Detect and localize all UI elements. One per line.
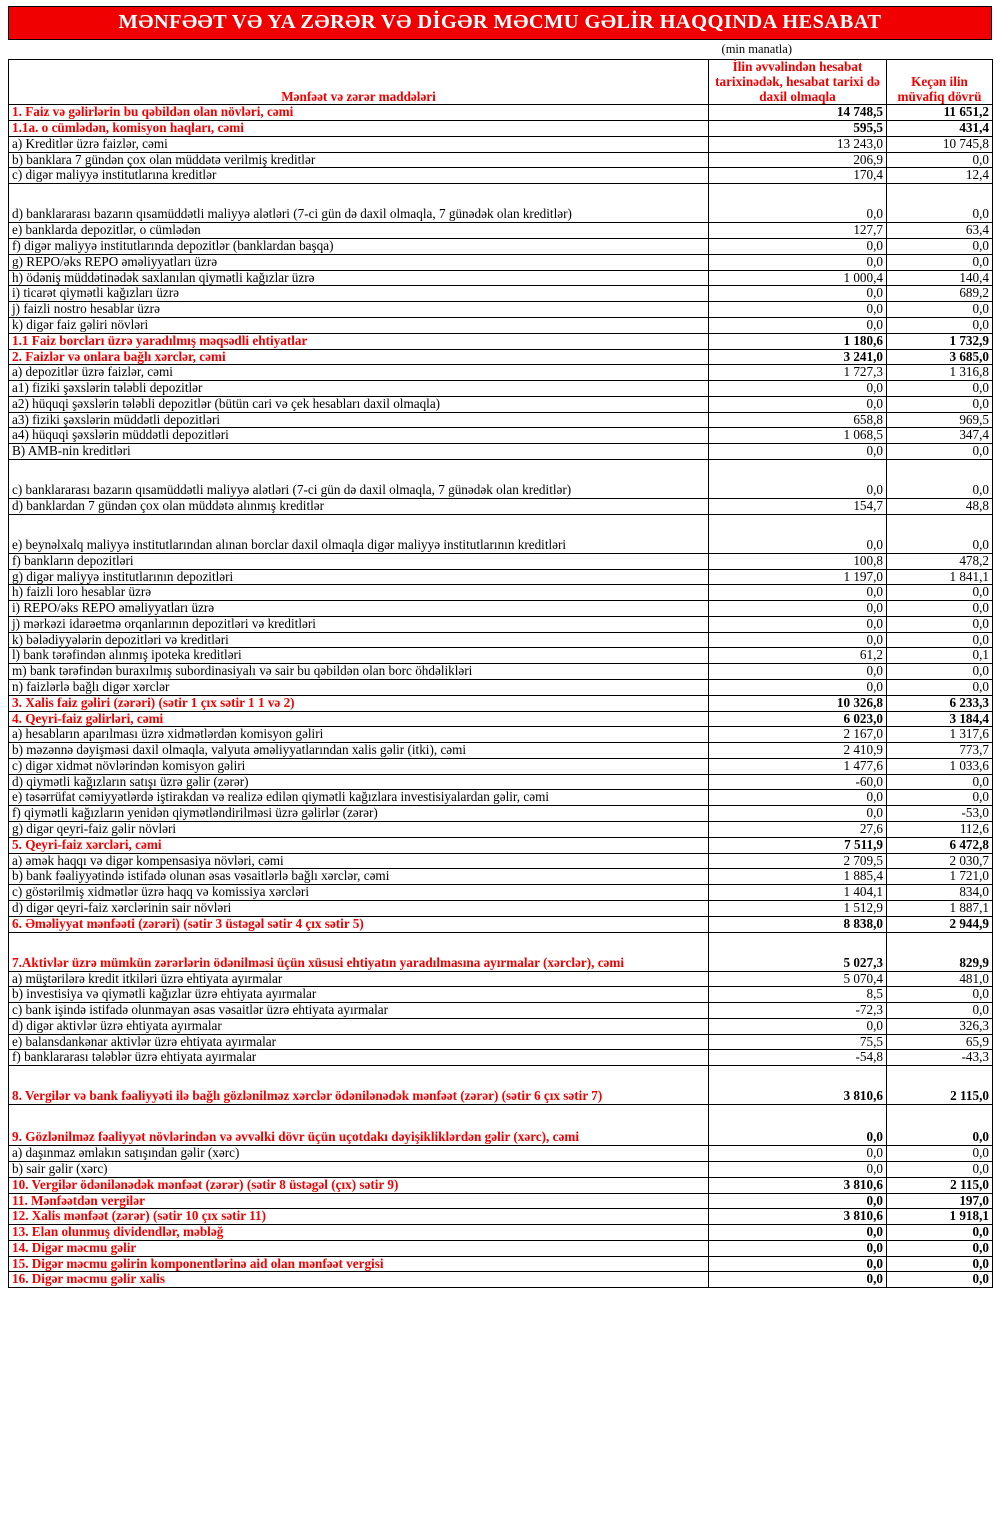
row-label: a2) hüquqi şəxslərin tələbli depozitlər (bütün cari və çek hesabları daxil olmaqla) [9, 396, 709, 412]
row-value-previous: 0,0 [887, 444, 993, 460]
row-value-current: 1 477,6 [709, 758, 887, 774]
row-value-current: 0,0 [709, 1272, 887, 1288]
row-value-previous: 0,0 [887, 1003, 993, 1019]
row-label: f) digər maliyyə institutlarında depozitlər (banklardan başqa) [9, 239, 709, 255]
row-label: B) AMB-nin kreditləri [9, 444, 709, 460]
row-value-previous: 63,4 [887, 223, 993, 239]
table-row [9, 632, 993, 648]
table-row [9, 837, 993, 853]
row-label: c) banklararası bazarın qısamüddətli maliyyə alətləri (7-ci gün də daxil olmaqla, 7 günədək olan kreditlər) [9, 459, 709, 498]
row-label: a) hesabların aparılması üzrə xidmətlərdən komisyon gəliri [9, 727, 709, 743]
table-row [9, 286, 993, 302]
row-label: d) digər qeyri-faiz xərclərinin sair növləri [9, 900, 709, 916]
row-value-previous: 347,4 [887, 428, 993, 444]
row-value-previous: 773,7 [887, 743, 993, 759]
table-row [9, 711, 993, 727]
row-label: 14. Digər məcmu gəlir [9, 1240, 709, 1256]
row-value-current: 27,6 [709, 822, 887, 838]
row-value-current: -54,8 [709, 1050, 887, 1066]
table-header-row [9, 60, 993, 105]
row-label: g) REPO/əks REPO əməliyyatları üzrə [9, 254, 709, 270]
row-value-current: 13 243,0 [709, 136, 887, 152]
table-row [9, 648, 993, 664]
row-value-current: 6 023,0 [709, 711, 887, 727]
row-value-previous: 48,8 [887, 498, 993, 514]
table-row [9, 333, 993, 349]
row-label: i) REPO/əks REPO əməliyyatları üzrə [9, 601, 709, 617]
row-value-previous: 10 745,8 [887, 136, 993, 152]
table-row [9, 184, 993, 223]
table-row [9, 396, 993, 412]
table-row [9, 349, 993, 365]
row-value-current: 0,0 [709, 790, 887, 806]
row-value-previous: 1 732,9 [887, 333, 993, 349]
row-value-previous: 834,0 [887, 885, 993, 901]
row-label: 4. Qeyri-faiz gəlirləri, cəmi [9, 711, 709, 727]
table-row [9, 412, 993, 428]
row-value-previous: 2 944,9 [887, 916, 993, 932]
row-label: b) bank fəaliyyətində istifadə olunan əsas vəsaitlərlə bağlı xərclər, cəmi [9, 869, 709, 885]
row-value-current: 0,0 [709, 302, 887, 318]
table-row [9, 1193, 993, 1209]
table-row [9, 270, 993, 286]
row-value-current: 1 197,0 [709, 569, 887, 585]
row-label: e) təsərrüfat cəmiyyətlərdə iştirakdan və realizə edilən qiymətli kağızlara investisiyalardan gəlir, cəmi [9, 790, 709, 806]
table-row [9, 1066, 993, 1105]
row-value-current: 0,0 [709, 396, 887, 412]
row-value-previous: 0,0 [887, 184, 993, 223]
row-value-current: 0,0 [709, 1161, 887, 1177]
row-label: 2. Faizlər və onlara bağlı xərclər, cəmi [9, 349, 709, 365]
row-value-previous: 197,0 [887, 1193, 993, 1209]
row-value-previous: 0,0 [887, 774, 993, 790]
row-value-current: 0,0 [709, 1240, 887, 1256]
row-value-current: 8 838,0 [709, 916, 887, 932]
row-value-current: 0,0 [709, 514, 887, 553]
row-value-current: 0,0 [709, 616, 887, 632]
table-row [9, 585, 993, 601]
page-title: MƏNFƏƏT VƏ YA ZƏRƏR VƏ DİGƏR MƏCMU GƏLİR HAQQINDA HESABAT [118, 11, 882, 33]
row-value-current: 3 810,6 [709, 1177, 887, 1193]
row-value-current: 8,5 [709, 987, 887, 1003]
row-value-previous: 0,0 [887, 1240, 993, 1256]
row-value-previous: 481,0 [887, 971, 993, 987]
unit-note: (min manatla) [721, 42, 792, 56]
table-row [9, 498, 993, 514]
row-value-current: 0,0 [709, 184, 887, 223]
table-row [9, 822, 993, 838]
row-value-previous: 2 115,0 [887, 1066, 993, 1105]
table-row [9, 987, 993, 1003]
row-label: a) depozitlər üzrə faizlər, cəmi [9, 365, 709, 381]
row-value-previous: 112,6 [887, 822, 993, 838]
row-value-current: 1 404,1 [709, 885, 887, 901]
row-value-current: 2 167,0 [709, 727, 887, 743]
row-value-previous: 0,0 [887, 1272, 993, 1288]
row-label: a) daşınmaz əmlakın satışından gəlir (xərc) [9, 1146, 709, 1162]
table-row [9, 302, 993, 318]
row-value-current: 1 727,3 [709, 365, 887, 381]
row-value-current: 5 027,3 [709, 932, 887, 971]
table-row [9, 1105, 993, 1146]
table-row [9, 774, 993, 790]
row-value-previous: 478,2 [887, 553, 993, 569]
table-row [9, 1003, 993, 1019]
row-label: n) faizlərlə bağlı digər xərclər [9, 680, 709, 696]
table-row [9, 971, 993, 987]
table-row [9, 444, 993, 460]
row-label: 5. Qeyri-faiz xərcləri, cəmi [9, 837, 709, 853]
row-value-previous: 1 721,0 [887, 869, 993, 885]
row-label: k) bələdiyyələrin depozitləri və kreditləri [9, 632, 709, 648]
row-value-previous: 6 472,8 [887, 837, 993, 853]
row-value-current: 0,0 [709, 680, 887, 696]
row-label: 13. Elan olunmuş dividendlər, məbləğ [9, 1225, 709, 1241]
row-value-previous: 689,2 [887, 286, 993, 302]
row-value-current: 0,0 [709, 381, 887, 397]
table-row [9, 664, 993, 680]
row-label: 12. Xalis mənfəət (zərər) (sətir 10 çıx sətir 11) [9, 1209, 709, 1225]
row-value-current: 0,0 [709, 601, 887, 617]
row-value-current: -60,0 [709, 774, 887, 790]
table-row [9, 1146, 993, 1162]
row-label: 1.1a. o cümlədən, komisyon haqları, cəmi [9, 121, 709, 137]
row-value-current: 127,7 [709, 223, 887, 239]
row-label: f) qiymətli kağızların yenidən qiymətləndirilməsi üzrə gəlirlər (zərər) [9, 806, 709, 822]
table-body [9, 105, 993, 1288]
row-value-current: 75,5 [709, 1034, 887, 1050]
row-value-current: 0,0 [709, 806, 887, 822]
table-row [9, 885, 993, 901]
row-label: 16. Digər məcmu gəlir xalis [9, 1272, 709, 1288]
row-value-previous: 1 918,1 [887, 1209, 993, 1225]
row-label: a3) fiziki şəxslərin müddətli depozitləri [9, 412, 709, 428]
table-row [9, 932, 993, 971]
row-value-current: -72,3 [709, 1003, 887, 1019]
table-row [9, 1225, 993, 1241]
table-row [9, 1256, 993, 1272]
row-label: d) banklardan 7 gündən çox olan müddətə alınmış kreditlər [9, 498, 709, 514]
row-label: j) faizli nostro hesablar üzrə [9, 302, 709, 318]
row-value-previous: 1 317,6 [887, 727, 993, 743]
row-value-previous: 0,0 [887, 254, 993, 270]
row-label: a) müştərilərə kredit itkiləri üzrə ehtiyata ayırmalar [9, 971, 709, 987]
row-value-current: 0,0 [709, 317, 887, 333]
row-value-previous: 829,9 [887, 932, 993, 971]
row-value-current: 2 709,5 [709, 853, 887, 869]
table-row [9, 727, 993, 743]
row-label: 1. Faiz və gəlirlərin bu qəbildən olan növləri, cəmi [9, 105, 709, 121]
row-value-previous: 0,0 [887, 396, 993, 412]
row-value-previous: 326,3 [887, 1018, 993, 1034]
table-row [9, 695, 993, 711]
row-label: a) Kreditlər üzrə faizlər, cəmi [9, 136, 709, 152]
row-value-current: 2 410,9 [709, 743, 887, 759]
table-row [9, 806, 993, 822]
row-value-previous: 3 685,0 [887, 349, 993, 365]
table-row [9, 365, 993, 381]
row-value-previous: 6 233,3 [887, 695, 993, 711]
table-row [9, 254, 993, 270]
row-value-previous: 431,4 [887, 121, 993, 137]
row-value-current: 1 068,5 [709, 428, 887, 444]
row-value-current: 1 180,6 [709, 333, 887, 349]
row-value-previous: 140,4 [887, 270, 993, 286]
row-value-previous: 3 184,4 [887, 711, 993, 727]
row-value-previous: 0,1 [887, 648, 993, 664]
row-value-current: 0,0 [709, 444, 887, 460]
row-value-previous: 1 316,8 [887, 365, 993, 381]
table-row [9, 680, 993, 696]
column-header-previous-period: Keçən ilin müvafiq dövrü [887, 60, 993, 105]
row-value-current: 5 070,4 [709, 971, 887, 987]
table-row [9, 1018, 993, 1034]
row-value-current: 0,0 [709, 254, 887, 270]
row-value-previous: -43,3 [887, 1050, 993, 1066]
row-value-previous: 0,0 [887, 616, 993, 632]
row-value-previous: 1 033,6 [887, 758, 993, 774]
row-label: 8. Vergilər və bank fəaliyyəti ilə bağlı gözlənilməz xərclər ödənilənədək mənfəət (zərər) (sətir 6 çıx sətir 7) [9, 1066, 709, 1105]
row-value-current: 1 000,4 [709, 270, 887, 286]
row-label: b) banklara 7 gündən çox olan müddətə verilmiş kreditlər [9, 152, 709, 168]
table-row [9, 1272, 993, 1288]
row-value-previous: 0,0 [887, 317, 993, 333]
row-label: i) ticarət qiymətli kağızları üzrə [9, 286, 709, 302]
column-header-label: Mənfəət və zərər maddələri [9, 60, 709, 105]
table-row [9, 459, 993, 498]
row-value-current: 0,0 [709, 664, 887, 680]
table-row [9, 1240, 993, 1256]
row-value-previous: 0,0 [887, 459, 993, 498]
row-value-previous: 0,0 [887, 514, 993, 553]
table-row [9, 916, 993, 932]
row-value-previous: 65,9 [887, 1034, 993, 1050]
row-value-current: 10 326,8 [709, 695, 887, 711]
row-value-previous: 2 030,7 [887, 853, 993, 869]
row-value-current: 0,0 [709, 632, 887, 648]
table-row [9, 1050, 993, 1066]
row-value-current: 0,0 [709, 286, 887, 302]
row-value-previous: 12,4 [887, 168, 993, 184]
row-value-current: 61,2 [709, 648, 887, 664]
row-label: c) bank işində istifadə olunmayan əsas vəsaitlər üzrə ehtiyata ayırmalar [9, 1003, 709, 1019]
row-value-current: 0,0 [709, 1018, 887, 1034]
table-row [9, 569, 993, 585]
table-row [9, 136, 993, 152]
table-row [9, 105, 993, 121]
table-row [9, 168, 993, 184]
row-value-previous: 969,5 [887, 412, 993, 428]
row-value-current: 0,0 [709, 1105, 887, 1146]
row-value-current: 170,4 [709, 168, 887, 184]
row-value-previous: 1 887,1 [887, 900, 993, 916]
table-row [9, 223, 993, 239]
row-value-previous: 0,0 [887, 632, 993, 648]
row-label: a) əmək haqqı və digər kompensasiya növləri, cəmi [9, 853, 709, 869]
row-label: e) banklarda depozitlər, o cümlədən [9, 223, 709, 239]
row-value-current: 0,0 [709, 1256, 887, 1272]
row-label: 1.1 Faiz borcları üzrə yaradılmış məqsədli ehtiyatlar [9, 333, 709, 349]
row-value-current: 658,8 [709, 412, 887, 428]
row-label: 6. Əməliyyat mənfəəti (zərəri) (sətir 3 üstəgəl sətir 4 çıx sətir 5) [9, 916, 709, 932]
row-value-current: 1 512,9 [709, 900, 887, 916]
row-label: b) investisiya və qiymətli kağızlar üzrə ehtiyata ayırmalar [9, 987, 709, 1003]
row-label: d) qiymətli kağızların satışı üzrə gəlir (zərər) [9, 774, 709, 790]
table-row [9, 1034, 993, 1050]
row-label: e) beynəlxalq maliyyə institutlarından alınan borclar daxil olmaqla digər maliyyə institutlarının kreditləri [9, 514, 709, 553]
row-label: h) ödəniş müddətinədək saxlanılan qiymətli kağızlar üzrə [9, 270, 709, 286]
table-row [9, 869, 993, 885]
row-value-current: 3 810,6 [709, 1066, 887, 1105]
row-value-previous: 0,0 [887, 987, 993, 1003]
column-header-current-period: İlin əvvəlindən hesabat tarixinədək, hesabat tarixi də daxil olmaqla [709, 60, 887, 105]
table-row [9, 381, 993, 397]
row-value-previous: 0,0 [887, 680, 993, 696]
row-label: 11. Mənfəətdən vergilər [9, 1193, 709, 1209]
row-value-previous: 0,0 [887, 1105, 993, 1146]
row-value-previous: 0,0 [887, 239, 993, 255]
row-value-previous: -53,0 [887, 806, 993, 822]
row-label: e) balansdankənar aktivlər üzrə ehtiyata ayırmalar [9, 1034, 709, 1050]
table-row [9, 601, 993, 617]
row-label: f) banklararası tələblər üzrə ehtiyata ayırmalar [9, 1050, 709, 1066]
row-label: 15. Digər məcmu gəlirin komponentlərinə aid olan mənfəət vergisi [9, 1256, 709, 1272]
row-label: c) digər maliyyə institutlarına kreditlər [9, 168, 709, 184]
table-row [9, 1161, 993, 1177]
row-label: d) digər aktivlər üzrə ehtiyata ayırmalar [9, 1018, 709, 1034]
row-value-current: 0,0 [709, 1193, 887, 1209]
table-row [9, 616, 993, 632]
row-label: l) bank tərəfindən alınmış ipoteka kreditləri [9, 648, 709, 664]
row-value-previous: 0,0 [887, 1256, 993, 1272]
row-label: f) bankların depozitləri [9, 553, 709, 569]
row-label: h) faizli loro hesablar üzrə [9, 585, 709, 601]
row-label: g) digər maliyyə institutlarının depozitləri [9, 569, 709, 585]
row-label: 10. Vergilər ödənilənədək mənfəət (zərər) (sətir 8 üstəgəl (çıx) sətir 9) [9, 1177, 709, 1193]
row-value-current: 0,0 [709, 1146, 887, 1162]
row-value-previous: 0,0 [887, 601, 993, 617]
table-row [9, 1177, 993, 1193]
row-value-current: 1 885,4 [709, 869, 887, 885]
row-value-previous: 2 115,0 [887, 1177, 993, 1193]
table-row [9, 900, 993, 916]
row-value-previous: 0,0 [887, 152, 993, 168]
row-label: a1) fiziki şəxslərin tələbli depozitlər [9, 381, 709, 397]
table-row [9, 317, 993, 333]
row-value-current: 7 511,9 [709, 837, 887, 853]
table-row [9, 239, 993, 255]
row-value-current: 206,9 [709, 152, 887, 168]
row-value-current: 100,8 [709, 553, 887, 569]
row-label: a4) hüquqi şəxslərin müddətli depozitləri [9, 428, 709, 444]
table-row [9, 758, 993, 774]
row-value-current: 0,0 [709, 1225, 887, 1241]
table-row [9, 152, 993, 168]
row-value-previous: 11 651,2 [887, 105, 993, 121]
row-value-current: 0,0 [709, 585, 887, 601]
table-row [9, 121, 993, 137]
row-label: b) sair gəlir (xərc) [9, 1161, 709, 1177]
row-value-current: 14 748,5 [709, 105, 887, 121]
row-value-previous: 0,0 [887, 1161, 993, 1177]
row-value-previous: 0,0 [887, 1146, 993, 1162]
income-statement-table [8, 59, 993, 1288]
table-row [9, 514, 993, 553]
row-label: c) digər xidmət növlərindən komisyon gəliri [9, 758, 709, 774]
row-label: 9. Gözlənilməz fəaliyyət növlərindən və əvvəlki dövr üçün uçotdakı dəyişikliklərdən gəlir (xərc), cəmi [9, 1105, 709, 1146]
row-value-previous: 0,0 [887, 664, 993, 680]
table-row [9, 553, 993, 569]
report-title-bar [8, 6, 992, 40]
row-label: d) banklararası bazarın qısamüddətli maliyyə alətləri (7-ci gün də daxil olmaqla, 7 günədək olan kreditlər) [9, 184, 709, 223]
table-row [9, 853, 993, 869]
row-value-previous: 0,0 [887, 302, 993, 318]
row-label: m) bank tərəfindən buraxılmış subordinasiyalı və sair bu qəbildən olan borc öhdəlikləri [9, 664, 709, 680]
row-label: 7.Aktivlər üzrə mümkün zərərlərin ödənilməsi üçün xüsusi ehtiyatın yaradılmasına ayırmalar (xərclər), cəmi [9, 932, 709, 971]
row-value-current: 3 810,6 [709, 1209, 887, 1225]
row-value-current: 0,0 [709, 459, 887, 498]
row-label: b) məzənnə dəyişməsi daxil olmaqla, valyuta əməliyyatlarından xalis gəlir (itki), cəmi [9, 743, 709, 759]
row-value-previous: 0,0 [887, 1225, 993, 1241]
row-value-current: 0,0 [709, 239, 887, 255]
row-label: 3. Xalis faiz gəliri (zərəri) (sətir 1 çıx sətir 1 1 və 2) [9, 695, 709, 711]
row-value-previous: 0,0 [887, 585, 993, 601]
table-row [9, 428, 993, 444]
row-label: k) digər faiz gəliri növləri [9, 317, 709, 333]
row-value-current: 3 241,0 [709, 349, 887, 365]
row-label: g) digər qeyri-faiz gəlir növləri [9, 822, 709, 838]
row-value-previous: 0,0 [887, 381, 993, 397]
row-value-previous: 1 841,1 [887, 569, 993, 585]
row-label: j) mərkəzi idarəetmə orqanlarının depozitləri və kreditləri [9, 616, 709, 632]
row-label: c) göstərilmiş xidmətlər üzrə haqq və komissiya xərcləri [9, 885, 709, 901]
table-row [9, 790, 993, 806]
table-row [9, 743, 993, 759]
row-value-current: 154,7 [709, 498, 887, 514]
row-value-previous: 0,0 [887, 790, 993, 806]
row-value-current: 595,5 [709, 121, 887, 137]
table-row [9, 1209, 993, 1225]
